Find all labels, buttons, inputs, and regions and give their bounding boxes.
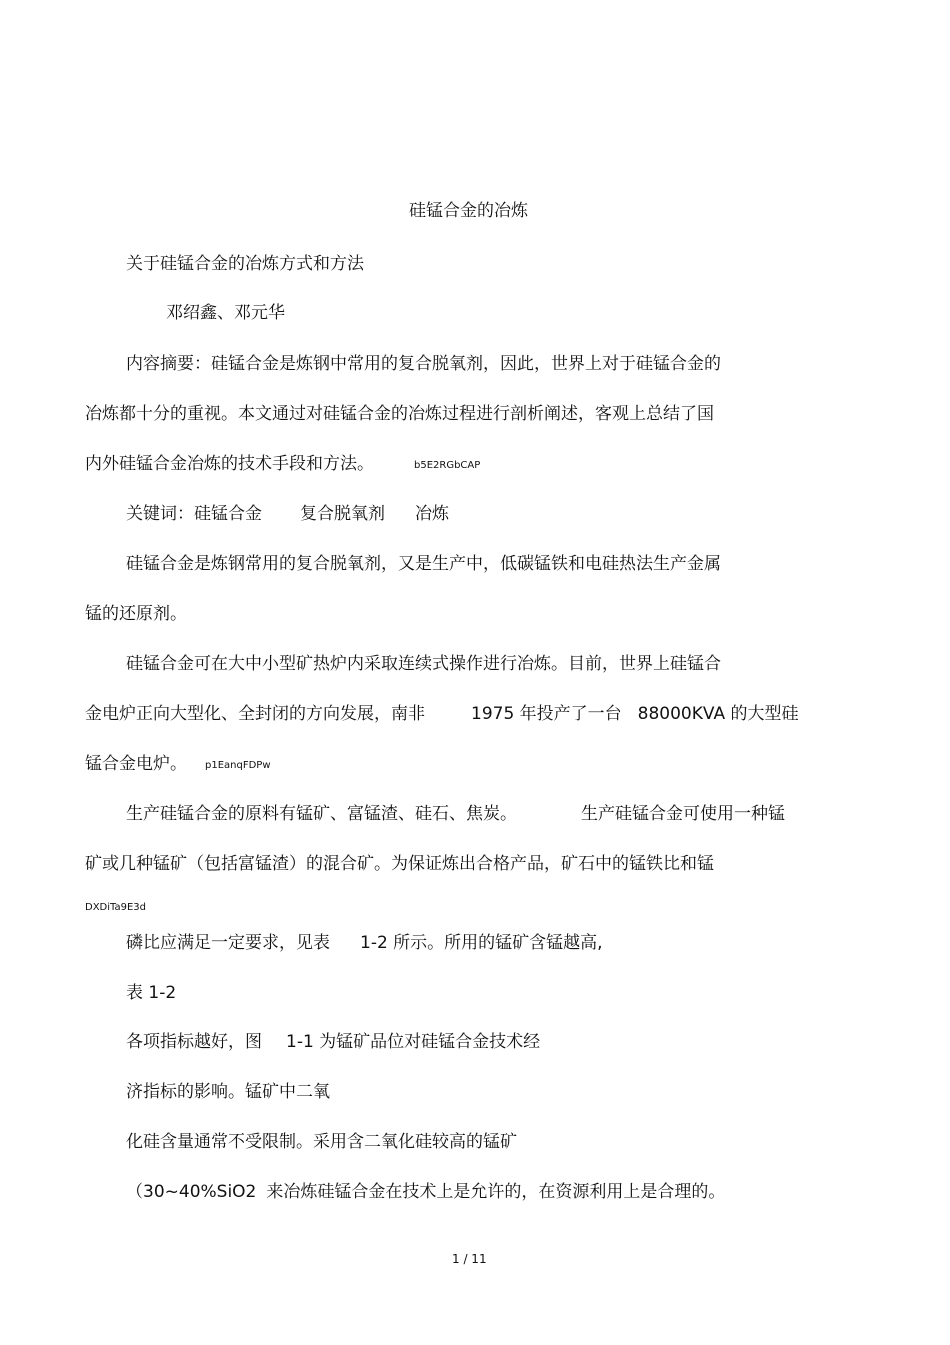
para4-line-3: 化硅含量通常不受限制。采用含二氧化硅较高的锰矿 bbox=[126, 1132, 517, 1152]
keyword-2: 复合脱氧剂 bbox=[300, 504, 385, 524]
para3-line-3b: 1-2 所示。所用的锰矿含锰越高, bbox=[360, 933, 603, 953]
para2-line-2a: 金电炉正向大型化、全封闭的方向发展，南非 bbox=[85, 704, 425, 724]
para3-line-1 bbox=[126, 803, 785, 825]
para4-line-1b: 1-1 为锰矿品位对硅锰合金技术经 bbox=[286, 1032, 541, 1052]
keywords-label: 关键词：硅锰合金 bbox=[126, 504, 262, 524]
para4-line-4 bbox=[126, 1181, 725, 1203]
para2-line-3 bbox=[85, 753, 271, 777]
document-title: 硅锰合金的冶炼 bbox=[409, 201, 528, 221]
para3-line-1b: 生产硅锰合金可使用一种锰 bbox=[581, 804, 785, 824]
para4-line-4b: 来冶炼硅锰合金在技术上是允许的，在资源利用上是合理的。 bbox=[266, 1182, 726, 1202]
keyword-3: 冶炼 bbox=[415, 504, 449, 524]
para1-line-2: 锰的还原剂。 bbox=[85, 604, 187, 624]
para2-code: p1EanqFDPw bbox=[205, 760, 271, 771]
para3-line-3a: 磷比应满足一定要求，见表 bbox=[126, 933, 330, 953]
para1-line-1: 硅锰合金是炼钢常用的复合脱氧剂，又是生产中，低碳锰铁和电硅热法生产金属 bbox=[126, 554, 721, 574]
keywords-line bbox=[126, 503, 449, 525]
para4-line-1 bbox=[126, 1031, 540, 1053]
para4-line-1a: 各项指标越好，图 bbox=[126, 1032, 262, 1052]
para2-line-2 bbox=[85, 703, 798, 725]
para4-line-2: 济指标的影响。锰矿中二氧 bbox=[126, 1082, 330, 1102]
page-number: 1 / 11 bbox=[452, 1252, 487, 1266]
para3-line-3 bbox=[126, 932, 603, 954]
abstract-line-2: 冶炼都十分的重视。本文通过对硅锰合金的冶炼过程进行剖析阐述，客观上总结了国 bbox=[85, 404, 714, 424]
para2-line-3-text: 锰合金电炉。 bbox=[85, 754, 187, 774]
para2-line-2c: 88000KVA 的大型硅 bbox=[637, 704, 799, 724]
para3-code: DXDiTa9E3d bbox=[85, 902, 147, 913]
abstract-code: b5E2RGbCAP bbox=[414, 460, 481, 471]
para2-line-1: 硅锰合金可在大中小型矿热炉内采取连续式操作进行冶炼。目前，世界上硅锰合 bbox=[126, 654, 721, 674]
abstract-line-1: 内容摘要：硅锰合金是炼钢中常用的复合脱氧剂，因此，世界上对于硅锰合金的 bbox=[126, 354, 721, 374]
para4-line-4a: （30~40%SiO2 bbox=[126, 1182, 257, 1202]
para3-line-1a: 生产硅锰合金的原料有锰矿、富锰渣、硅石、焦炭。 bbox=[126, 804, 517, 824]
para2-line-2b: 1975 年投产了一台 bbox=[471, 704, 622, 724]
table-reference: 表 1-2 bbox=[126, 983, 177, 1003]
document-subtitle: 关于硅锰合金的冶炼方式和方法 bbox=[126, 254, 364, 274]
abstract-text: 内外硅锰合金冶炼的技术手段和方法。 bbox=[85, 454, 374, 474]
abstract-line-3 bbox=[85, 453, 480, 477]
authors: 邓绍鑫、邓元华 bbox=[166, 303, 285, 323]
para3-line-2: 矿或几种锰矿（包括富锰渣）的混合矿。为保证炼出合格产品，矿石中的锰铁比和锰 bbox=[85, 854, 714, 874]
